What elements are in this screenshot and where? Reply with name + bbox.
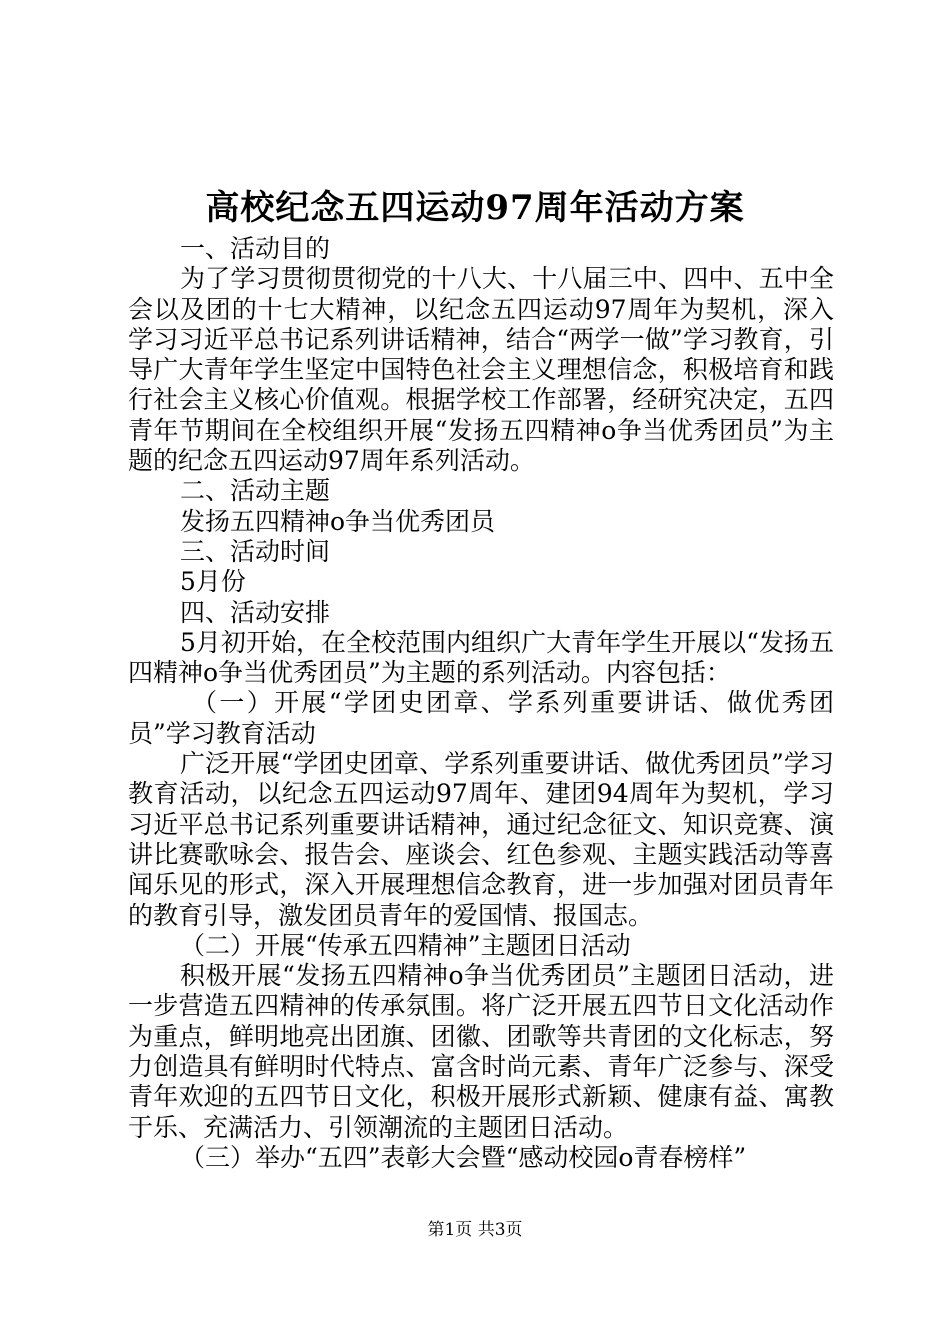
paragraph-theme: 发扬五四精神o争当优秀团员 — [180, 506, 496, 536]
paragraph-subsection-2: 积极开展“发扬五四精神o争当优秀团员”主题团日活动，进一步营造五四精神的传承氛围。将广泛开展五四节日文化活动作为重点，鲜明地亮出团旗、团徽、团歌等共青团的文化标志，努力创造具有鲜明时代特点、富含时尚元素、青年广泛参与、深受青年欢迎的五四节日文化，积极开展形式新颖、健康有益、寓教于乐、充满活力、引领潮流的主题团日活动。 — [128, 961, 834, 1142]
document-body — [128, 234, 834, 1173]
subsection-heading-3: （三）举办“五四”表彰大会暨“感动校园o青春榜样” — [180, 1142, 747, 1172]
paragraph-time: 5月份 — [180, 567, 246, 597]
paragraph-purpose: 为了学习贯彻贯彻党的十八大、十八届三中、四中、五中全会以及团的十七大精神，以纪念五四运动97周年为契机，深入学习习近平总书记系列讲话精神，结合“两学一做”学习教育，引导广大青年学生坚定中国特色社会主义理想信念，积极培育和践行社会主义核心价值观。根据学校工作部署，经研究决定，五四青年节期间在全校组织开展“发扬五四精神o争当优秀团员”为主题的纪念五四运动97周年系列活动。 — [128, 264, 834, 476]
section-heading-purpose: 一、活动目的 — [180, 234, 331, 263]
section-heading-arrangement: 四、活动安排 — [180, 597, 331, 627]
paragraph-subsection-1: 广泛开展“学团史团章、学系列重要讲话、做优秀团员”学习教育活动，以纪念五四运动97周年、建团94周年为契机，学习习近平总书记系列重要讲话精神，通过纪念征文、知识竞赛、演讲比赛歌咏会、报告会、座谈会、红色参观、主题实践活动等喜闻乐见的形式，深入开展理想信念教育，进一步加强对团员青年的教育引导，激发团员青年的爱国情、报国志。 — [128, 749, 834, 930]
section-heading-theme: 二、活动主题 — [180, 476, 331, 506]
document-title: 高校纪念五四运动97周年活动方案 — [205, 188, 745, 228]
section-heading-time: 三、活动时间 — [180, 536, 331, 566]
subsection-heading-1: （一）开展“学团史团章、学系列重要讲话、做优秀团员”学习教育活动 — [128, 688, 834, 748]
subsection-heading-2: （二）开展“传承五四精神”主题团日活动 — [180, 930, 631, 960]
page-number-footer: 第1页 共3页 — [427, 1220, 523, 1240]
paragraph-arrangement-intro: 5月初开始，在全校范围内组织广大青年学生开展以“发扬五四精神o争当优秀团员”为主题的系列活动。内容包括： — [128, 627, 834, 688]
